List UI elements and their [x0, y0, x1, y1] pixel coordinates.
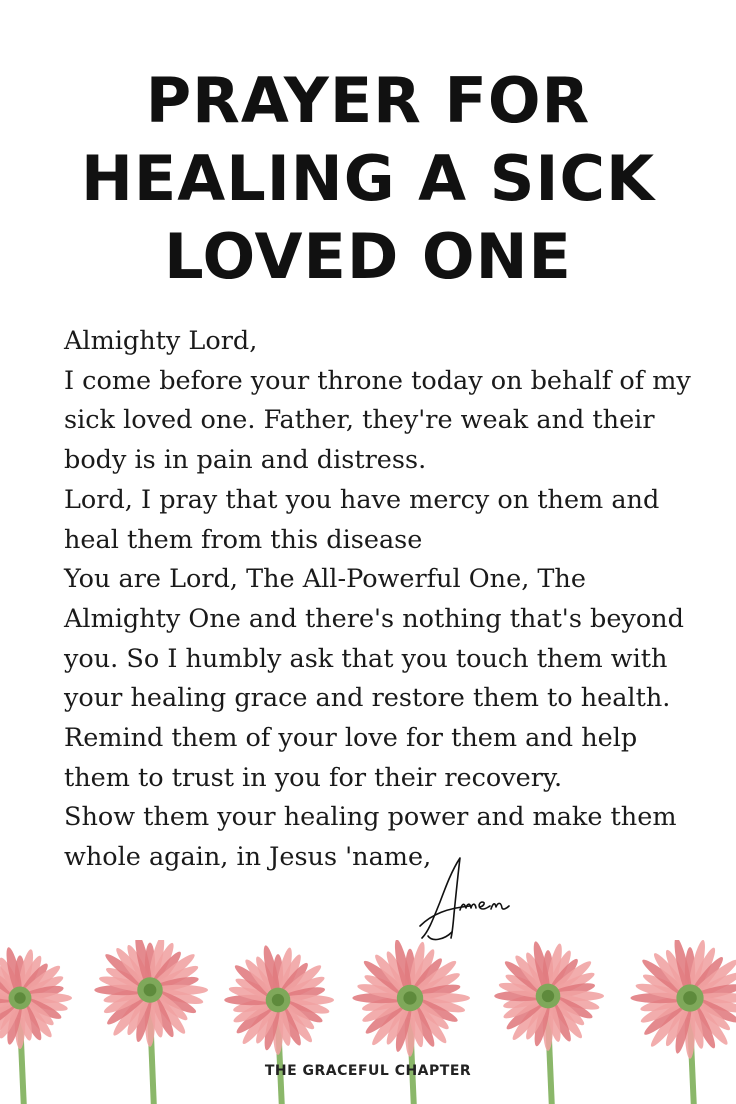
prayer-text: [64, 322, 704, 878]
prayer-line: heal them from this disease: [64, 524, 423, 555]
prayer-line: you. So I humbly ask that you touch them with: [64, 643, 668, 674]
prayer-line: body is in pain and distress.: [64, 445, 427, 476]
flower-icon: [94, 940, 208, 1104]
brand-credit: THE GRACEFUL CHAPTER: [264, 1063, 472, 1079]
prayer-line: Almighty Lord,: [64, 326, 258, 356]
flower-icon: [0, 946, 72, 1104]
prayer-line: Remind them of your love for them and help: [64, 723, 638, 754]
flower-icon: [352, 940, 470, 1104]
amen-signature: [414, 852, 534, 948]
prayer-line: sick loved one. Father, they're weak and their: [64, 405, 655, 436]
flower-icon: [630, 940, 736, 1104]
prayer-line: You are Lord, The All-Powerful One, The: [64, 564, 586, 595]
title-line-2: HEALING A SICK: [81, 142, 655, 215]
prayer-line: I come before your throne today on behalf of my: [64, 365, 691, 396]
prayer-line: them to trust in you for their recovery.: [64, 762, 563, 793]
prayer-line: Show them your healing power and make them: [64, 802, 677, 833]
prayer-line: whole again, in Jesus 'name,: [64, 842, 432, 873]
prayer-line: Almighty One and there's nothing that's beyond: [64, 603, 684, 634]
prayer-line: Lord, I pray that you have mercy on them and: [64, 484, 660, 515]
title-line-3: LOVED ONE: [164, 220, 572, 293]
page-title: [0, 62, 736, 296]
flower-icon: [224, 944, 334, 1104]
flower-icon: [494, 940, 604, 1104]
prayer-line: your healing grace and restore them to health.: [64, 683, 671, 714]
title-line-1: PRAYER FOR: [145, 64, 591, 137]
flower-border: [0, 940, 736, 1104]
